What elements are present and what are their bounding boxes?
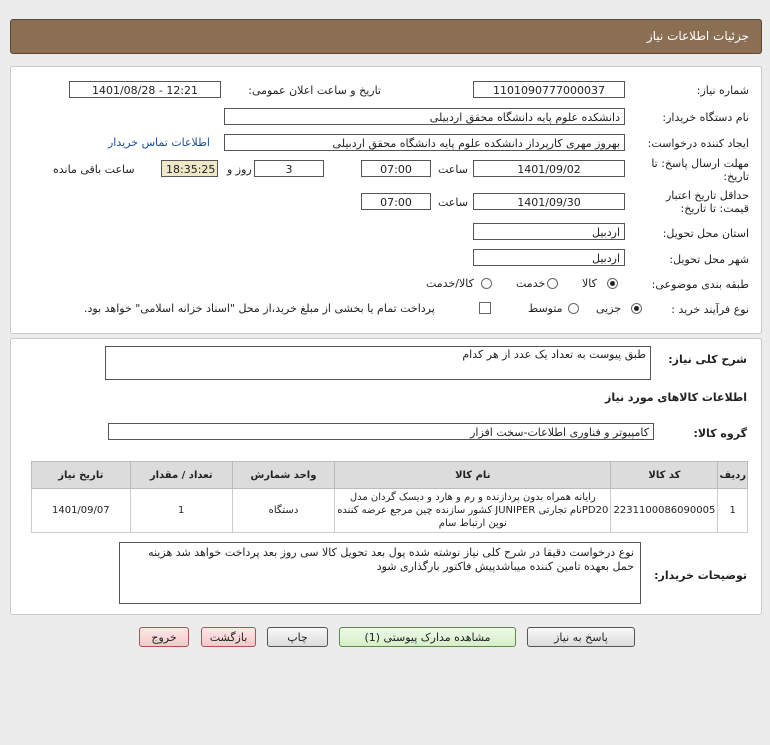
table-row[interactable] <box>32 489 748 533</box>
deadline-date-label: تاریخ: <box>723 170 749 183</box>
creator-field[interactable]: بهروز مهری کارپرداز دانشکده علوم پایه دانشگاه محقق اردبیلی <box>224 134 625 151</box>
days-remaining-field[interactable]: 3 <box>254 160 324 177</box>
summary-field[interactable]: طبق پیوست به تعداد یک عدد از هر کدام <box>105 346 651 380</box>
goods-group-field[interactable]: کامپیوتر و فناوری اطلاعات-سخت افزار <box>108 423 654 440</box>
exit-button[interactable]: خروج <box>139 627 189 647</box>
col-code-header: کد کالا <box>611 462 718 489</box>
process-option-medium: متوسط <box>528 302 563 315</box>
validity-time-field[interactable]: 07:00 <box>361 193 431 210</box>
category-label: طبقه بندی موضوعی: <box>651 278 749 291</box>
announce-label: تاریخ و ساعت اعلان عمومی: <box>248 84 381 97</box>
remaining-time-field: 18:35:25 <box>161 160 218 177</box>
col-unit-header: واحد شمارش <box>232 462 334 489</box>
process-radio-medium[interactable] <box>568 303 579 314</box>
announce-field[interactable]: 1401/08/28 - 12:21 <box>69 81 221 98</box>
back-button[interactable]: بازگشت <box>201 627 256 647</box>
process-option-minor: جزیی <box>596 302 622 315</box>
category-option-service: خدمت <box>516 277 546 290</box>
process-label: نوع فرآیند خرید : <box>671 303 749 316</box>
goods-table <box>31 461 748 533</box>
process-radio-minor[interactable] <box>631 303 642 314</box>
cell-name: رایانه همراه بدون پردازنده و رم و هارد و دیسک گردان مدل PD20نام تجارتی JUNIPER کشور سازنده چین مرجع عرضه کننده نوین ارتباط سام <box>335 489 611 533</box>
goods-panel <box>10 338 762 615</box>
city-field[interactable]: اردبیل <box>473 249 625 266</box>
need-details-panel <box>10 66 762 334</box>
province-label: استان محل تحویل: <box>662 227 749 240</box>
summary-label: شرح کلی نیاز: <box>668 353 747 366</box>
treasury-note: پرداخت تمام یا بخشی از مبلغ خرید،از محل "اسناد خزانه اسلامی" خواهد بود. <box>84 302 435 315</box>
buyer-notes-field[interactable]: نوع درخواست دقیقا در شرح کلی نیاز نوشته شده پول بعد تحویل کالا سی روز بعد پرداخت خواهد شد هزینه حمل بعهده تامین کننده میباشدپیش فاکتور بارگذاری شود <box>119 542 641 604</box>
cell-row: 1 <box>718 489 748 533</box>
attachments-button[interactable]: مشاهده مدارک پیوستی (1) <box>339 627 516 647</box>
need-number-label: شماره نیاز: <box>696 84 749 97</box>
goods-table-header <box>32 462 748 489</box>
city-label: شهر محل تحویل: <box>669 253 749 266</box>
deadline-time-field[interactable]: 07:00 <box>361 160 431 177</box>
need-number-field[interactable]: 1101090777000037 <box>473 81 625 98</box>
buyer-org-field[interactable]: دانشکده علوم پایه دانشگاه محقق اردبیلی <box>224 108 625 125</box>
category-option-goods-service: کالا/خدمت <box>426 277 474 290</box>
cell-unit: دستگاه <box>232 489 334 533</box>
cell-date: 1401/09/07 <box>32 489 131 533</box>
province-field[interactable]: اردبیل <box>473 223 625 240</box>
buyer-contact-link[interactable]: اطلاعات تماس خریدار <box>108 136 210 149</box>
goods-group-label: گروه کالا: <box>693 427 747 440</box>
treasury-checkbox[interactable] <box>479 302 491 314</box>
days-label: روز و <box>227 163 252 176</box>
category-radio-goods[interactable] <box>607 278 618 289</box>
cell-qty: 1 <box>130 489 232 533</box>
col-date-header: تاریخ نیاز <box>32 462 131 489</box>
category-option-goods: کالا <box>582 277 597 290</box>
print-button[interactable]: چاپ <box>267 627 328 647</box>
category-radio-service[interactable] <box>547 278 558 289</box>
validity-date-field[interactable]: 1401/09/30 <box>473 193 625 210</box>
reply-button[interactable]: پاسخ به نیاز <box>527 627 635 647</box>
validity-date-label: قیمت: تا تاریخ: <box>680 202 749 215</box>
buyer-notes-label: توضیحات خریدار: <box>654 569 747 582</box>
deadline-label: مهلت ارسال پاسخ: تا <box>651 157 749 170</box>
page-title: جزئیات اطلاعات نیاز <box>646 29 749 43</box>
validity-time-label: ساعت <box>438 196 468 209</box>
category-radio-goods-service[interactable] <box>481 278 492 289</box>
cell-code: 2231100086090005 <box>611 489 718 533</box>
remaining-label: ساعت باقی مانده <box>53 163 135 176</box>
col-name-header: نام کالا <box>335 462 611 489</box>
col-row-header: ردیف <box>718 462 748 489</box>
col-qty-header: تعداد / مقدار <box>130 462 232 489</box>
validity-label: حداقل تاریخ اعتبار <box>665 189 749 202</box>
page-header <box>10 19 762 54</box>
creator-label: ایجاد کننده درخواست: <box>647 137 749 150</box>
buyer-org-label: نام دستگاه خریدار: <box>662 111 749 124</box>
deadline-time-label: ساعت <box>438 163 468 176</box>
deadline-date-field[interactable]: 1401/09/02 <box>473 160 625 177</box>
goods-section-title: اطلاعات کالاهای مورد نیاز <box>605 391 747 404</box>
